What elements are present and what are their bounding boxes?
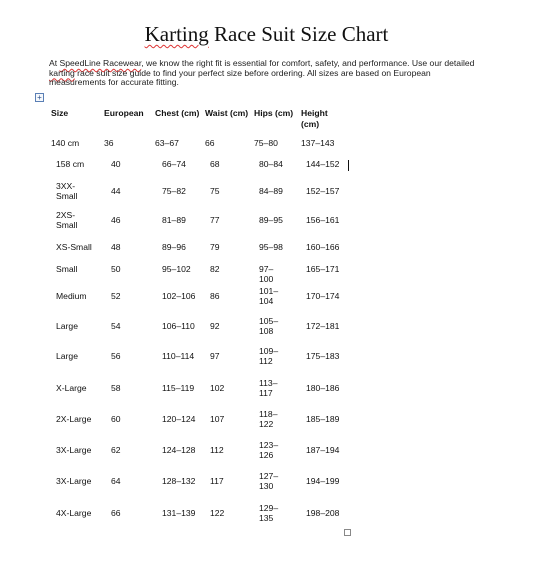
- table-cell: 77: [210, 214, 220, 225]
- text-cursor: [348, 160, 349, 171]
- table-cell: 3X-Large: [56, 475, 92, 486]
- table-cell: Large: [56, 350, 78, 361]
- table-cell: 128–132: [162, 475, 196, 486]
- table-cell: 102–106: [162, 290, 196, 301]
- title-rest: Race Suit Size Chart: [208, 22, 389, 46]
- intro-before: At: [49, 58, 60, 68]
- table-cell: 95–98: [259, 241, 283, 252]
- table-cell: 107: [210, 413, 225, 424]
- table-cell: 79: [210, 241, 220, 252]
- table-cell: 170–174: [306, 290, 340, 301]
- table-cell: 4X-Large: [56, 507, 92, 518]
- table-cell: 156–161: [306, 214, 340, 225]
- table-cell: 198–208: [306, 507, 340, 518]
- table-cell: 123–126: [259, 439, 279, 460]
- table-cell: Medium: [56, 290, 87, 301]
- title-first-word: Karting: [144, 22, 209, 46]
- table-cell: 113–117: [259, 377, 278, 398]
- table-cell: 97: [210, 350, 220, 361]
- column-header: Waist (cm): [205, 108, 249, 118]
- table-cell: 86: [210, 290, 220, 301]
- column-header: Chest (cm): [155, 108, 200, 118]
- table-cell: 54: [111, 320, 121, 331]
- table-cell: 165–171: [306, 263, 340, 274]
- table-cell: 80–84: [259, 158, 283, 169]
- table-cell: XS-Small: [56, 241, 92, 252]
- table-cell: 2X-Large: [56, 413, 92, 424]
- table-cell: 3XX-Small: [56, 180, 78, 201]
- table-cell: 89–95: [259, 214, 283, 225]
- table-cell: 36: [104, 137, 114, 148]
- table-cell: 105–108: [259, 315, 279, 336]
- table-cell: 118–122: [259, 408, 278, 429]
- table-move-handle-icon[interactable]: +: [35, 93, 44, 102]
- table-cell: 110–114: [162, 350, 195, 361]
- table-cell: 127–130: [259, 470, 279, 491]
- table-cell: 95–102: [162, 263, 191, 274]
- table-cell: 63–67: [155, 137, 179, 148]
- table-cell: X-Large: [56, 382, 87, 393]
- table-cell: 92: [210, 320, 220, 331]
- table-cell: 89–96: [162, 241, 186, 252]
- intro-paragraph: [49, 59, 489, 88]
- table-cell: 64: [111, 475, 121, 486]
- table-cell: 48: [111, 241, 121, 252]
- table-cell: 137–143: [301, 137, 335, 148]
- table-cell: 175–183: [306, 350, 340, 361]
- table-cell: 187–194: [306, 444, 340, 455]
- table-cell: 3X-Large: [56, 444, 92, 455]
- table-cell: 122: [210, 507, 225, 518]
- table-cell: 129–135: [259, 502, 279, 523]
- table-cell: 66–74: [162, 158, 186, 169]
- table-cell: 50: [111, 263, 121, 274]
- table-cell: 124–128: [162, 444, 196, 455]
- table-cell: 60: [111, 413, 121, 424]
- table-cell: 56: [111, 350, 121, 361]
- table-cell: 131–139: [162, 507, 196, 518]
- table-cell: 106–110: [162, 320, 195, 331]
- table-cell: 58: [111, 382, 121, 393]
- table-cell: 152–157: [306, 185, 340, 196]
- table-cell: 109–112: [259, 345, 279, 366]
- table-cell: 75: [210, 185, 220, 196]
- table-cell: 2XS-Small: [56, 209, 78, 230]
- table-cell: 66: [111, 507, 121, 518]
- table-cell: 40: [111, 158, 121, 169]
- table-cell: Large: [56, 320, 78, 331]
- intro-brand: SpeedLine Racewear: [59, 58, 142, 68]
- table-cell: 97–100: [259, 263, 274, 285]
- table-cell: 75–80: [254, 137, 278, 148]
- table-cell: Small: [56, 263, 78, 274]
- table-cell: 185–189: [306, 413, 340, 424]
- table-cell: 180–186: [306, 382, 340, 393]
- table-cell: 160–166: [306, 241, 340, 252]
- table-cell: 115–119: [162, 382, 195, 393]
- table-cell: 117: [210, 475, 224, 486]
- table-cell: 84–89: [259, 185, 283, 196]
- table-cell: 52: [111, 290, 121, 301]
- table-cell: 75–82: [162, 185, 186, 196]
- table-cell: 81–89: [162, 214, 186, 225]
- table-cell: 140 cm: [51, 137, 80, 148]
- table-cell: 144–152: [306, 158, 340, 169]
- table-cell: 194–199: [306, 475, 340, 486]
- table-cell: 158 cm: [56, 158, 85, 169]
- column-header: European: [104, 108, 144, 118]
- page-title: [0, 22, 533, 47]
- column-header: Size: [51, 108, 69, 118]
- end-of-cell-mark-icon: [344, 529, 351, 536]
- intro-after: race suit size guide to find your perfect size before ordering. All sizes are based on European measurements for accurate fitting.: [49, 67, 431, 88]
- column-header: Height (cm): [301, 108, 328, 129]
- table-cell: 66: [205, 137, 215, 148]
- table-cell: 112: [210, 444, 224, 455]
- table-cell: 101–104: [259, 285, 279, 306]
- table-cell: 44: [111, 185, 121, 196]
- table-cell: 46: [111, 214, 121, 225]
- intro-flagged-word: karting: [49, 67, 75, 78]
- table-cell: 62: [111, 444, 121, 455]
- table-cell: 120–124: [162, 413, 196, 424]
- intro-middle: , we know the right fit is essential for comfort, safety, and performance. Use our detailed: [141, 58, 475, 68]
- table-cell: 82: [210, 263, 220, 274]
- table-cell: 172–181: [306, 320, 340, 331]
- table-cell: 102: [210, 382, 225, 393]
- table-cell: 68: [210, 158, 220, 169]
- column-header: Hips (cm): [254, 108, 294, 118]
